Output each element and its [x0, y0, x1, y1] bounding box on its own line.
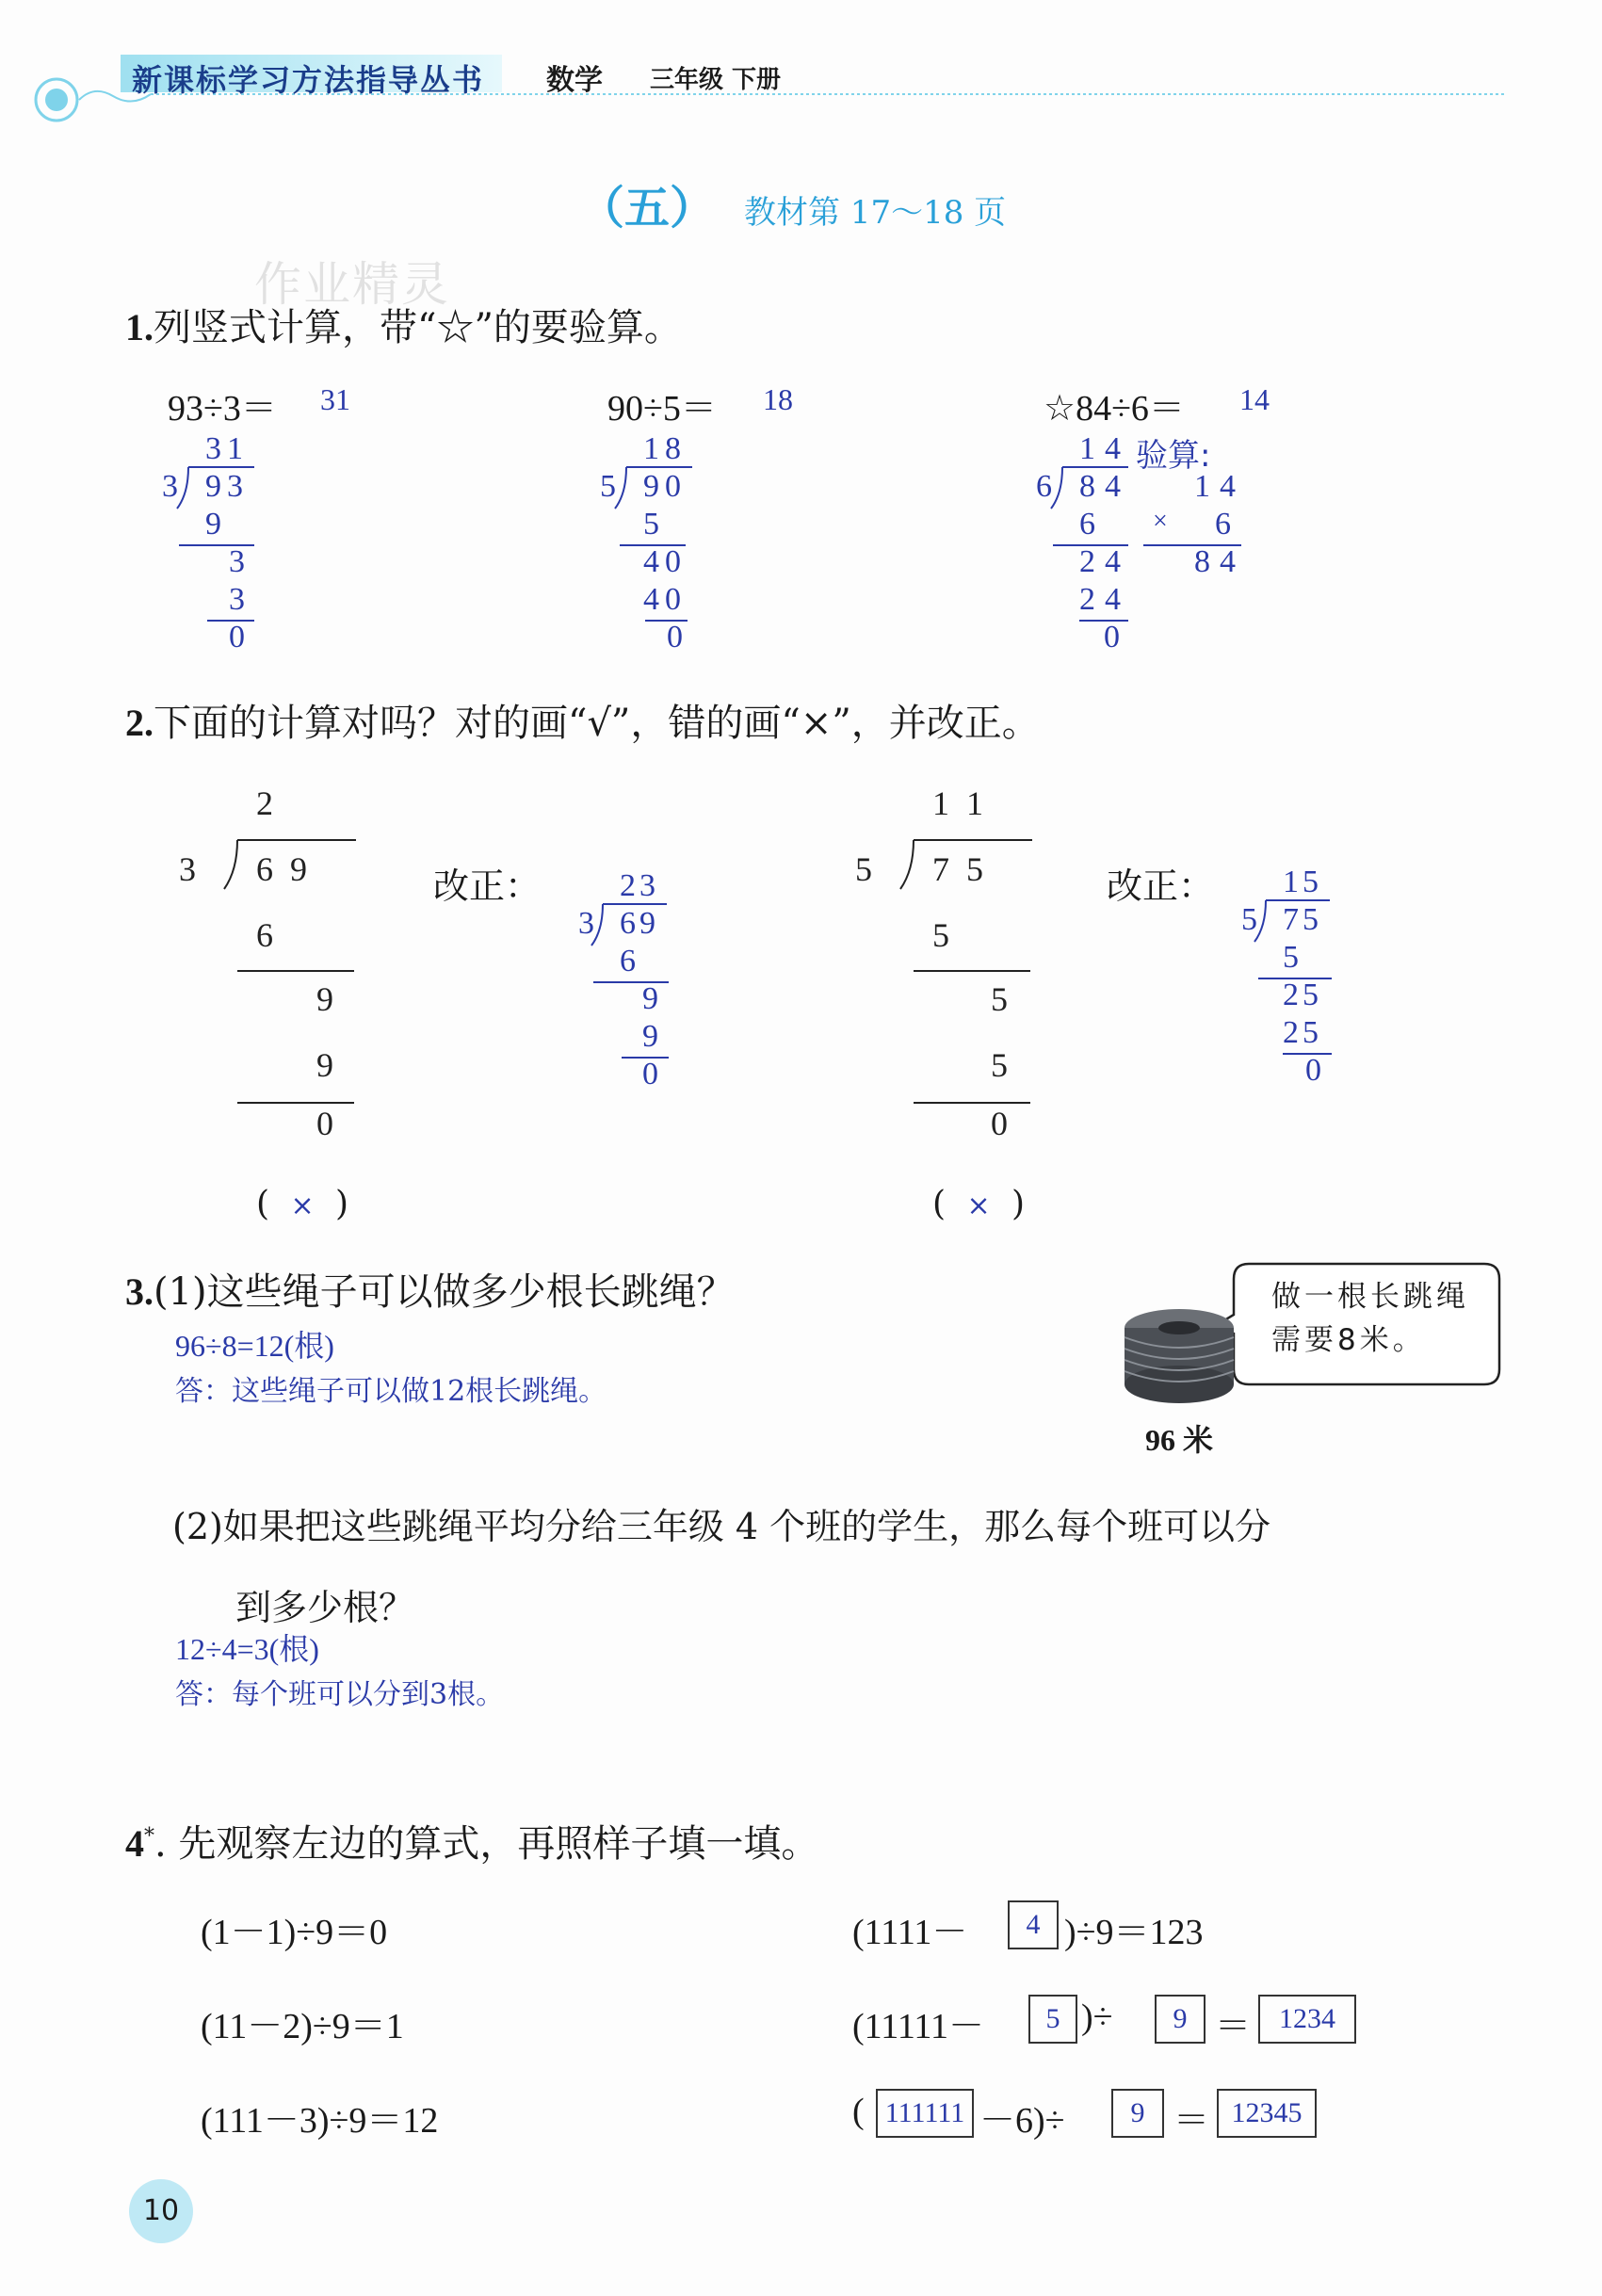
- q1-text: 列竖式计算，带“☆”的要验算。: [154, 306, 682, 349]
- q4-r1-box[interactable]: 4: [1008, 1900, 1059, 1949]
- step: 5: [643, 507, 659, 542]
- q3-part2-answer: 答：每个班可以分到3根。: [175, 1678, 505, 1711]
- q2-text: 下面的计算对吗？对的画“√”，错的画“×”，并改正。: [154, 702, 1040, 745]
- q1-answer-3: 14: [1239, 382, 1270, 416]
- divisor: 6: [1036, 469, 1052, 504]
- q4-left-2: (11－2)÷9＝1: [201, 2007, 404, 2046]
- step: 0: [316, 1105, 333, 1142]
- step: 9: [642, 1019, 658, 1054]
- page-number: 10: [142, 2194, 180, 2227]
- watermark: 作业精灵: [254, 257, 450, 312]
- q2-heading: [125, 693, 1040, 747]
- step-rule: [914, 970, 1030, 972]
- grade: 三年级 下册: [650, 66, 782, 94]
- step: 6: [620, 944, 636, 978]
- q4-number: 4: [125, 1822, 144, 1865]
- q3-number: 3.: [125, 1270, 154, 1313]
- quotient: 15: [1283, 865, 1322, 899]
- q4-r3-eq: ＝: [1173, 2101, 1210, 2141]
- quotient: 23: [620, 868, 659, 903]
- step: 0: [229, 620, 245, 655]
- quotient: 14: [1079, 431, 1130, 466]
- q4-r2-eq: ＝: [1215, 2007, 1252, 2046]
- quotient: 2: [256, 784, 273, 822]
- speech-bubble-text: 做一根长跳绳需要8米。: [1271, 1280, 1469, 1357]
- step: 3: [229, 582, 245, 617]
- q4-heading: [125, 1814, 818, 1868]
- step: 5: [932, 916, 949, 954]
- q2-left-mark: ×: [290, 1189, 315, 1222]
- q1-expr-3: ☆84÷6＝: [1044, 389, 1185, 428]
- q4-r2-box2[interactable]: 9: [1155, 1995, 1206, 2044]
- q4-r1-pre: (1111－: [852, 1913, 968, 1952]
- quotient: 31: [205, 431, 249, 466]
- q4-r2-mid: )÷: [1081, 1997, 1113, 2037]
- step: 25: [1283, 978, 1322, 1012]
- q1-answer-1: 31: [320, 382, 350, 416]
- quotient: 18: [643, 431, 687, 466]
- q3-part2-line1: (2)如果把这些跳绳平均分给三年级 4 个班的学生，那么每个班可以分: [172, 1506, 1271, 1547]
- q4-left-3: (111－3)÷9＝12: [201, 2101, 439, 2141]
- q3-part1-calc: 96÷8=12(根): [175, 1329, 334, 1363]
- dividend: 7 5: [932, 850, 983, 888]
- q2-left-fix-label: 改正：: [433, 865, 542, 907]
- q4-text: . 先观察左边的算式，再照样子填一填。: [154, 1822, 819, 1866]
- divisor: 5: [600, 469, 616, 504]
- check-label: 验算:: [1136, 437, 1211, 475]
- q3-part1-answer: 答：这些绳子可以做12根长跳绳。: [175, 1375, 607, 1408]
- q3-heading: [125, 1262, 735, 1316]
- q1-number: 1.: [125, 306, 154, 348]
- q4-r2-pre: (11111－: [852, 2007, 985, 2046]
- q1-expr-2: 90÷5＝: [607, 389, 717, 428]
- step: 40: [643, 544, 687, 579]
- q4-r3-mid: －6)÷: [979, 2101, 1065, 2141]
- step: 25: [1283, 1015, 1322, 1050]
- q3-part1: (1)这些绳子可以做多少根长跳绳？: [154, 1270, 735, 1314]
- q1-answer-2: 18: [763, 382, 793, 416]
- quotient: 1 1: [932, 784, 983, 822]
- step: 6: [1079, 507, 1095, 542]
- dividend: 6 9: [256, 850, 307, 888]
- step: 40: [643, 582, 687, 617]
- step: 9: [205, 507, 221, 542]
- q1-expr-1: 93÷3＝: [168, 389, 277, 428]
- step: 9: [642, 981, 658, 1016]
- divisor: 5: [855, 850, 872, 888]
- series-title: 新课标学习方法指导丛书: [132, 62, 485, 98]
- step: 6: [256, 916, 273, 954]
- step: 3: [229, 544, 245, 579]
- q4-left-1: (1－1)÷9＝0: [201, 1913, 388, 1952]
- q4-r3-box2[interactable]: 9: [1111, 2089, 1164, 2138]
- q4-r3-pre: (: [852, 2092, 865, 2131]
- q2-right-mark: ×: [966, 1189, 991, 1222]
- step: 0: [667, 620, 683, 655]
- step: 9: [316, 1046, 333, 1084]
- step-rule: [237, 970, 354, 972]
- q2-number: 2.: [125, 702, 154, 744]
- q4-r2-box1[interactable]: 5: [1028, 1995, 1077, 2044]
- q2-right-fix-label: 改正：: [1107, 865, 1215, 907]
- step: 24: [1079, 544, 1130, 579]
- step: 0: [642, 1057, 658, 1091]
- step-rule: [237, 1102, 354, 1104]
- q2-left-answer: ( × ): [256, 1185, 349, 1223]
- q3-part2-line2: 到多少根？: [235, 1587, 415, 1628]
- q1-heading: [125, 298, 682, 351]
- check-a: 14: [1194, 469, 1245, 504]
- step: 9: [316, 980, 333, 1018]
- check-op: ×: [1153, 507, 1168, 536]
- q4-r3-box3[interactable]: 12345: [1217, 2089, 1317, 2138]
- step: 0: [1104, 620, 1120, 655]
- step: 0: [991, 1105, 1008, 1142]
- dividend: 75: [1283, 902, 1322, 937]
- step: 0: [1305, 1053, 1321, 1088]
- rope-label: 96 米: [1145, 1423, 1214, 1457]
- q3-part2-calc: 12÷4=3(根): [175, 1632, 319, 1666]
- check-b: 6: [1215, 507, 1231, 542]
- divisor: 3: [578, 906, 594, 941]
- q2-right-answer: ( × ): [932, 1185, 1026, 1223]
- q4-r2-box3[interactable]: 1234: [1258, 1995, 1356, 2044]
- divisor: 5: [1241, 902, 1257, 937]
- dividend: 93: [205, 469, 249, 504]
- step: 5: [991, 980, 1008, 1018]
- q4-star: *: [144, 1824, 154, 1849]
- divisor: 3: [162, 469, 178, 504]
- q4-r1-post: )÷9＝123: [1064, 1913, 1204, 1952]
- dividend: 84: [1079, 469, 1130, 504]
- check-result: 84: [1194, 544, 1245, 579]
- step: 5: [1283, 940, 1299, 975]
- divisor: 3: [179, 850, 196, 888]
- dividend: 90: [643, 469, 687, 504]
- section-pages: 教材第 17～18 页: [744, 194, 1007, 232]
- step: 24: [1079, 582, 1130, 617]
- subject: 数学: [546, 64, 603, 97]
- q4-r3-box1[interactable]: 111111: [876, 2089, 974, 2138]
- section-title: （五）: [579, 182, 716, 234]
- rope-coil-icon: [1121, 1305, 1238, 1409]
- dividend: 69: [620, 906, 659, 941]
- step: 5: [991, 1046, 1008, 1084]
- step-rule: [914, 1102, 1030, 1104]
